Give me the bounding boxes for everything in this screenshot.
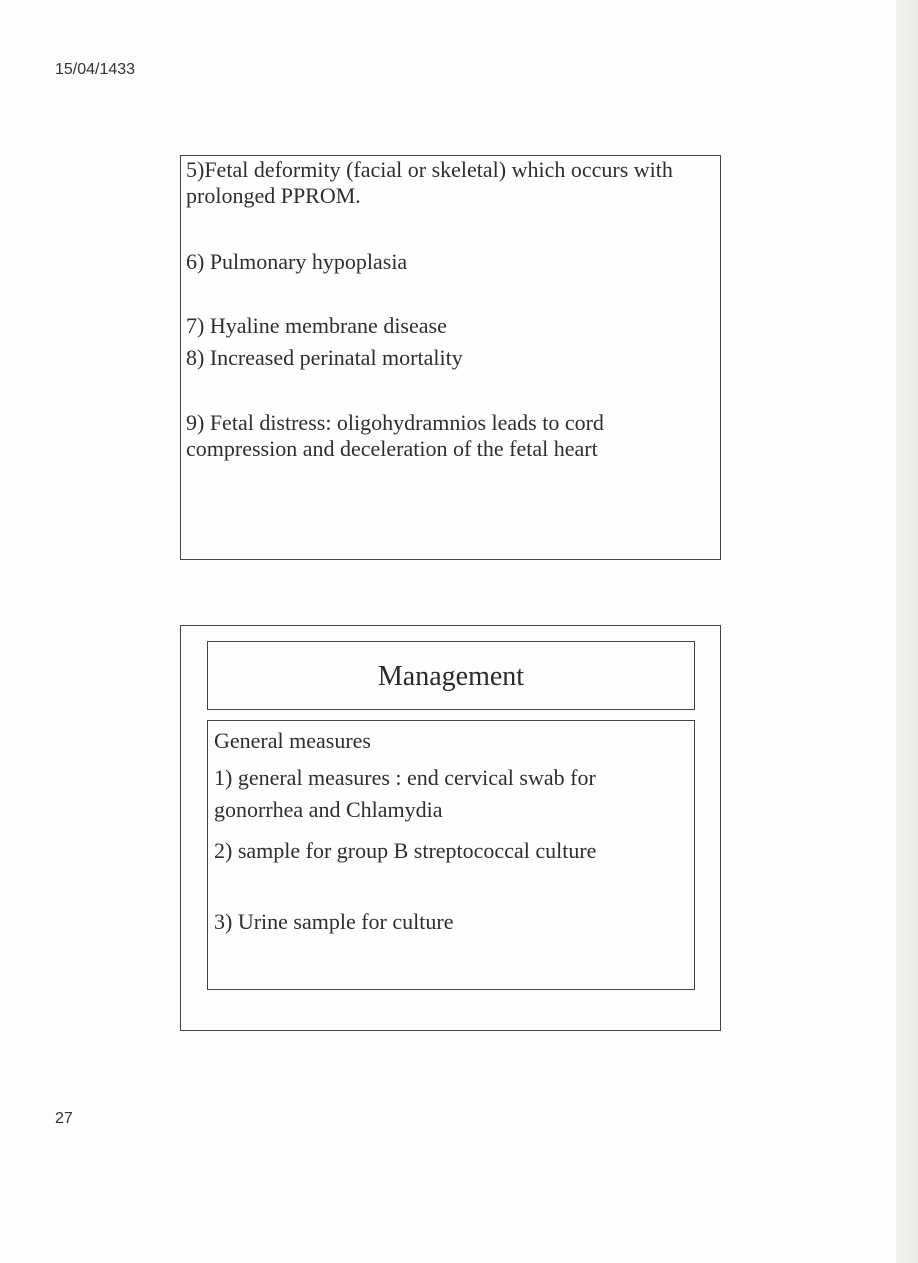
slide1-item-8: 8) Increased perinatal mortality xyxy=(186,345,463,370)
slide2-content-box xyxy=(207,720,695,990)
slide2-item-2: 2) sample for group B streptococcal culture xyxy=(214,838,597,863)
slide1-item-5: 5)Fetal deformity (facial or skeletal) which occurs with prolonged PPROM. xyxy=(186,157,673,208)
slide2-title: Management xyxy=(207,641,695,710)
header-date: 15/04/1433 xyxy=(55,61,136,78)
slide-fetal-complications xyxy=(180,155,721,560)
slide-management xyxy=(180,625,721,1031)
slide2-subtitle: General measures xyxy=(214,728,371,753)
slide1-item-6: 6) Pulmonary hypoplasia xyxy=(186,249,408,274)
slide1-item-9: 9) Fetal distress: oligohydramnios leads to cord compression and deceleration of the fetal heart xyxy=(186,410,604,461)
slide2-item-1: 1) general measures : end cervical swab for gonorrhea and Chlamydia xyxy=(214,765,596,822)
page-edge-shadow xyxy=(896,0,918,1263)
slide1-item-7: 7) Hyaline membrane disease xyxy=(186,313,447,338)
slide2-item-3: 3) Urine sample for culture xyxy=(214,909,454,934)
page-number: 27 xyxy=(55,1110,73,1127)
